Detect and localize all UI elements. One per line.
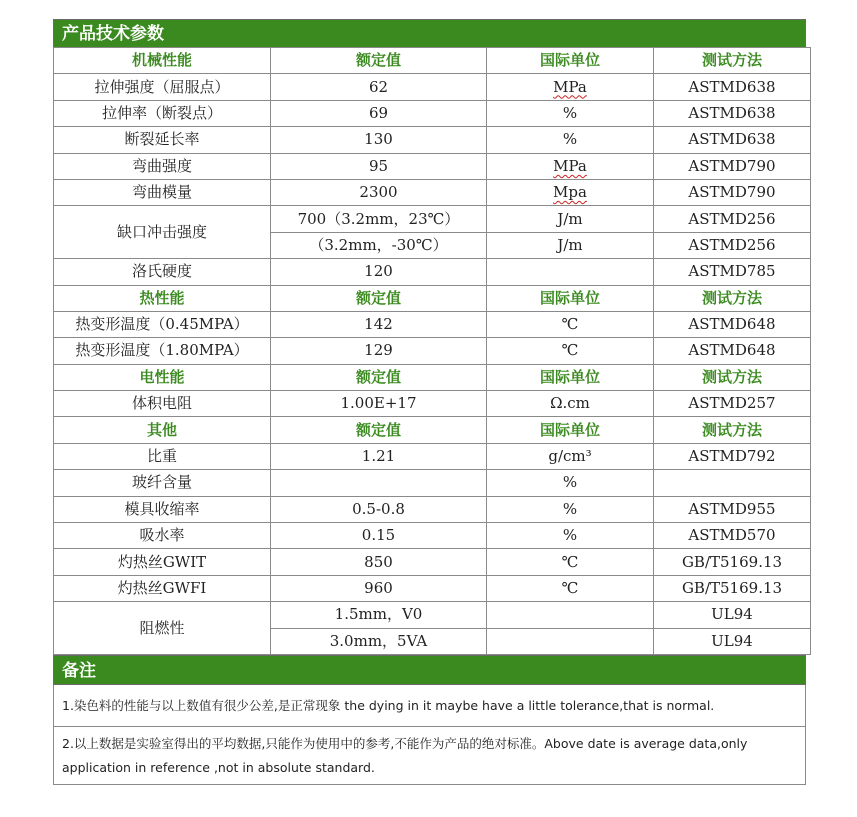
table-row xyxy=(54,100,811,126)
unit-cell xyxy=(487,153,654,179)
value-cell: 0.15 xyxy=(271,523,487,549)
table-row xyxy=(54,338,811,364)
value-cell: 69 xyxy=(271,100,487,126)
value-cell: 62 xyxy=(271,74,487,100)
table-row xyxy=(54,127,811,153)
note-item: 1.染色料的性能与以上数值有很少公差,是正常现象 the dying in it maybe have a little tolerance,that is normal. xyxy=(53,685,806,727)
property-cell: 热变形温度（0.45MPA） xyxy=(54,311,271,337)
header-cell: 电性能 xyxy=(54,364,271,390)
value-cell: 0.5-0.8 xyxy=(271,496,487,522)
table-row xyxy=(54,496,811,522)
value-cell: 1.5mm，V0 xyxy=(271,602,487,628)
method-cell xyxy=(654,470,811,496)
unit-cell xyxy=(487,179,654,205)
header-cell: 测试方法 xyxy=(654,48,811,74)
unit-cell xyxy=(487,259,654,285)
notes-title: 备注 xyxy=(53,655,806,685)
header-cell: 机械性能 xyxy=(54,48,271,74)
unit-cell: % xyxy=(487,523,654,549)
property-cell: 阻燃性 xyxy=(54,602,271,655)
value-cell: 850 xyxy=(271,549,487,575)
property-cell: 弯曲强度 xyxy=(54,153,271,179)
unit-cell: % xyxy=(487,100,654,126)
unit-cell xyxy=(487,74,654,100)
property-cell: 断裂延长率 xyxy=(54,127,271,153)
value-cell: 3.0mm，5VA xyxy=(271,628,487,654)
table-row xyxy=(54,470,811,496)
method-cell: ASTMD790 xyxy=(654,153,811,179)
header-cell: 额定值 xyxy=(271,417,487,443)
method-cell: ASTMD638 xyxy=(654,127,811,153)
unit-text: MPa xyxy=(553,77,587,96)
header-cell: 国际单位 xyxy=(487,417,654,443)
header-cell: 测试方法 xyxy=(654,285,811,311)
unit-cell: % xyxy=(487,470,654,496)
property-cell: 拉伸强度（屈服点） xyxy=(54,74,271,100)
unit-cell: % xyxy=(487,127,654,153)
table-row xyxy=(54,391,811,417)
property-cell: 玻纤含量 xyxy=(54,470,271,496)
note-item: 2.以上数据是实验室得出的平均数据,只能作为使用中的参考,不能作为产品的绝对标准。Above date is average data,only application in reference ,not in absolute standard. xyxy=(53,727,806,785)
header-cell: 其他 xyxy=(54,417,271,443)
unit-cell: ℃ xyxy=(487,549,654,575)
header-cell: 测试方法 xyxy=(654,364,811,390)
method-cell: ASTMD257 xyxy=(654,391,811,417)
table-row xyxy=(54,575,811,601)
method-cell: ASTMD792 xyxy=(654,443,811,469)
unit-cell: g/cm³ xyxy=(487,443,654,469)
section-header-electrical xyxy=(54,364,811,390)
property-cell: 热变形温度（1.80MPA） xyxy=(54,338,271,364)
table-row xyxy=(54,443,811,469)
unit-cell: % xyxy=(487,496,654,522)
unit-cell: Ω.cm xyxy=(487,391,654,417)
table-row xyxy=(54,179,811,205)
unit-cell xyxy=(487,602,654,628)
method-cell: ASTMD638 xyxy=(654,100,811,126)
unit-text: Mpa xyxy=(553,183,587,202)
method-cell: UL94 xyxy=(654,602,811,628)
unit-cell xyxy=(487,628,654,654)
method-cell: UL94 xyxy=(654,628,811,654)
method-cell: ASTMD648 xyxy=(654,338,811,364)
value-cell: 142 xyxy=(271,311,487,337)
method-cell: ASTMD638 xyxy=(654,74,811,100)
property-cell: 弯曲模量 xyxy=(54,179,271,205)
header-cell: 热性能 xyxy=(54,285,271,311)
method-cell: ASTMD955 xyxy=(654,496,811,522)
method-cell: GB/T5169.13 xyxy=(654,549,811,575)
value-cell: 2300 xyxy=(271,179,487,205)
header-cell: 国际单位 xyxy=(487,285,654,311)
header-cell: 额定值 xyxy=(271,48,487,74)
property-cell: 吸水率 xyxy=(54,523,271,549)
unit-text: MPa xyxy=(553,156,587,175)
unit-cell: ℃ xyxy=(487,338,654,364)
method-cell: ASTMD256 xyxy=(654,206,811,232)
table-row xyxy=(54,523,811,549)
method-cell: ASTMD790 xyxy=(654,179,811,205)
unit-cell: J/m xyxy=(487,206,654,232)
table-row xyxy=(54,549,811,575)
table-row xyxy=(54,259,811,285)
value-cell: 1.00E+17 xyxy=(271,391,487,417)
section-header-mechanical xyxy=(54,48,811,74)
table-row xyxy=(54,74,811,100)
unit-cell: J/m xyxy=(487,232,654,258)
method-cell: ASTMD570 xyxy=(654,523,811,549)
value-cell: 700（3.2mm，23℃） xyxy=(271,206,487,232)
method-cell: ASTMD785 xyxy=(654,259,811,285)
header-cell: 额定值 xyxy=(271,364,487,390)
method-cell: ASTMD648 xyxy=(654,311,811,337)
property-cell: 缺口冲击强度 xyxy=(54,206,271,259)
value-cell: （3.2mm，-30℃） xyxy=(271,232,487,258)
spec-table xyxy=(53,47,811,655)
property-cell: 洛氏硬度 xyxy=(54,259,271,285)
header-cell: 额定值 xyxy=(271,285,487,311)
property-cell: 拉伸率（断裂点） xyxy=(54,100,271,126)
section-header-other xyxy=(54,417,811,443)
property-cell: 体积电阻 xyxy=(54,391,271,417)
method-cell: ASTMD256 xyxy=(654,232,811,258)
value-cell xyxy=(271,470,487,496)
property-cell: 模具收缩率 xyxy=(54,496,271,522)
value-cell: 130 xyxy=(271,127,487,153)
property-cell: 比重 xyxy=(54,443,271,469)
value-cell: 95 xyxy=(271,153,487,179)
table-row xyxy=(54,153,811,179)
value-cell: 960 xyxy=(271,575,487,601)
value-cell: 120 xyxy=(271,259,487,285)
table-row xyxy=(54,602,811,628)
unit-cell: ℃ xyxy=(487,575,654,601)
table-row xyxy=(54,206,811,232)
property-cell: 灼热丝GWIT xyxy=(54,549,271,575)
header-cell: 国际单位 xyxy=(487,48,654,74)
header-cell: 测试方法 xyxy=(654,417,811,443)
value-cell: 129 xyxy=(271,338,487,364)
page-title: 产品技术参数 xyxy=(53,19,806,47)
header-cell: 国际单位 xyxy=(487,364,654,390)
property-cell: 灼热丝GWFI xyxy=(54,575,271,601)
value-cell: 1.21 xyxy=(271,443,487,469)
unit-cell: ℃ xyxy=(487,311,654,337)
section-header-thermal xyxy=(54,285,811,311)
spec-sheet xyxy=(53,19,806,785)
table-row xyxy=(54,311,811,337)
method-cell: GB/T5169.13 xyxy=(654,575,811,601)
